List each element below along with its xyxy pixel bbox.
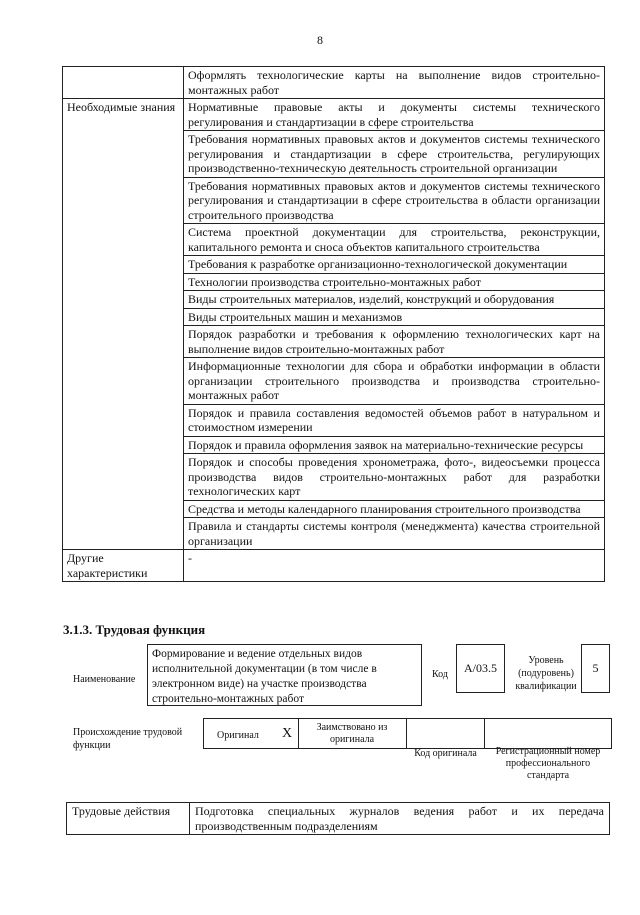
origin-table [203,718,612,749]
actions-table [66,802,610,835]
table-row [63,99,605,131]
level-label: Уровень (подуровень) квалификации [515,655,577,692]
original-mark: X [282,726,293,741]
page-number: 8 [317,33,323,47]
divider [406,719,407,748]
knowledge-item: Требования нормативных правовых актов и документов системы технического регулирования и стандартизации в сфере строительства в области организации строительного производства [184,177,605,224]
knowledge-item: Виды строительных машин и механизмов [184,308,605,326]
knowledge-item: Информационные технологии для сбора и обработки информации в области организации строительного производства и производства строительно-монтажных работ [184,358,605,405]
reg-caption: Регистрационный номер профессионального стандарта [495,746,601,781]
original-label: Оригинал [217,730,259,741]
divider [484,719,485,748]
other-label: Другие характеристики [63,550,184,582]
level-value: 5 [581,644,610,693]
name-label: Наименование [73,674,136,685]
borrowed-label: Заимствовано из оригинала [316,722,388,745]
origin-label: Происхождение трудовой функции [73,727,183,751]
table-row [63,550,605,582]
knowledge-item: Технологии производства строительно-монтажных работ [184,273,605,291]
knowledge-item: Требования нормативных правовых актов и документов системы технического регулирования и стандартизации в сфере строительства, регулирующих производственно-техническую деятельность строительной организации [184,131,605,178]
table-row [67,803,610,835]
section-title: 3.1.3. Трудовая функция [63,622,206,637]
function-name-value: Формирование и ведение отдельных видов исполнительной документации (в том числе в электронном виде) на участке производства строительно-монтажных работ [147,644,422,706]
code-caption: Код оригинала [414,748,477,759]
knowledge-item: Виды строительных материалов, изделий, конструкций и оборудования [184,291,605,309]
table-row [63,67,605,99]
code-value: A/03.5 [456,644,505,693]
actions-value: Подготовка специальных журналов ведения работ и их передача производственным подразделениям [190,803,610,835]
knowledge-item: Порядок и правила составления ведомостей объемов работ в натуральном и стоимостном измерении [184,404,605,436]
knowledge-item: Порядок и способы проведения хронометража, фото-, видеосъемки процесса производства видов строительно-монтажных работ для разработки технологических карт [184,454,605,501]
code-label: Код [432,669,448,680]
actions-label: Трудовые действия [67,803,190,835]
divider [298,719,299,748]
knowledge-item: Требования к разработке организационно-технологической документации [184,256,605,274]
knowledge-item: Нормативные правовые акты и документы системы технического регулирования и стандартизации в сфере строительства [184,99,605,131]
knowledge-label: Необходимые знания [63,99,184,550]
knowledge-item: Правила и стандарты системы контроля (менеджмента) качества строительной организации [184,518,605,550]
empty-label-cell [63,67,184,99]
other-value: - [184,550,605,582]
knowledge-item: Система проектной документации для строительства, реконструкции, капитального ремонта и сноса объектов капитального строительства [184,224,605,256]
knowledge-item: Средства и методы календарного планирования строительного производства [184,500,605,518]
knowledge-table [62,66,605,582]
knowledge-item: Порядок разработки и требования к оформлению технологических карт на выполнение видов строительно-монтажных работ [184,326,605,358]
skill-item: Оформлять технологические карты на выполнение видов строительно-монтажных работ [184,67,605,99]
knowledge-item: Порядок и правила оформления заявок на материально-технические ресурсы [184,436,605,454]
